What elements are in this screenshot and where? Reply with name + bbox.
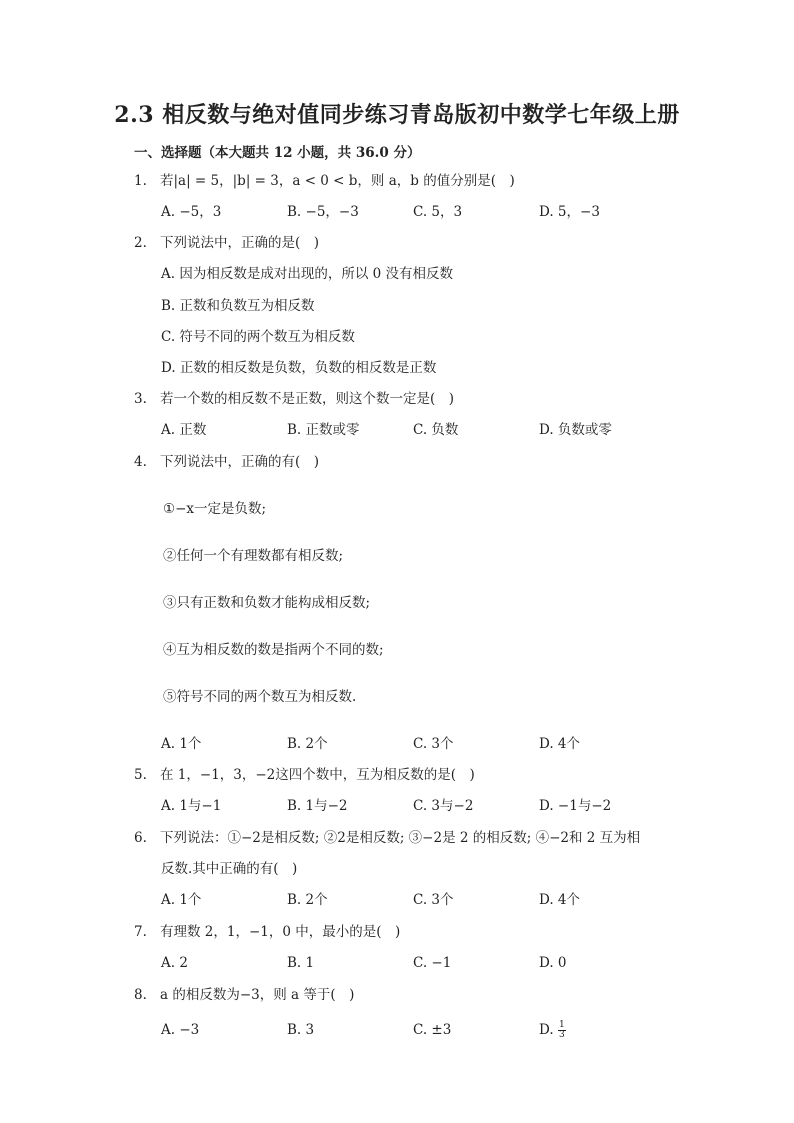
q2-option-d: D. 正数的相反数是负数，负数的相反数是正数 (161, 360, 437, 376)
q7-option-a: A. 2 (161, 955, 188, 971)
q2-option-c: C. 符号不同的两个数互为相反数 (161, 329, 355, 345)
q7-option-c: C. −1 (413, 955, 452, 971)
q4-statement-1: ①−x一定是负数; (163, 501, 267, 517)
fraction-denominator: 3 (558, 1030, 565, 1040)
question-text: 下列说法：①−2是相反数; ②2是相反数; ③−2是 2 的相反数; ④−2和 2 互为相 (160, 830, 641, 846)
q6-option-b: B. 2个 (287, 892, 328, 908)
q1-option-a: A. −5，3 (161, 204, 222, 220)
q8-option-b: B. 3 (287, 1022, 315, 1038)
q6-option-d: D. 4个 (539, 892, 581, 908)
question-number: 2. (134, 235, 147, 251)
q4-option-b: B. 2个 (287, 736, 328, 752)
q3-option-b: B. 正数或零 (287, 422, 360, 438)
q4-statement-5: ⑤符号不同的两个数互为相反数. (163, 689, 357, 705)
q3-option-a: A. 正数 (161, 422, 207, 438)
question-8 (134, 985, 354, 1005)
q2-option-b: B. 正数和负数互为相反数 (161, 298, 315, 314)
question-text: 有理数 2，1，−1，0 中，最小的是( ) (160, 924, 401, 940)
q6-option-c: C. 3个 (413, 892, 454, 908)
section-heading: 一、选择题（本大题共 12 小题，共 36.0 分） (134, 145, 421, 161)
question-6 (134, 828, 640, 848)
q4-statement-4: ④互为相反数的数是指两个不同的数; (163, 642, 384, 658)
q4-statement-3: ③只有正数和负数才能构成相反数; (163, 595, 371, 611)
fraction-numerator: 1 (558, 1020, 565, 1030)
question-4 (134, 452, 319, 472)
q7-option-d: D. 0 (539, 955, 567, 971)
question-number: 5. (134, 767, 147, 783)
q8-option-d (539, 1020, 566, 1040)
question-text: 下列说法中，正确的有( ) (160, 454, 320, 470)
question-2 (134, 233, 319, 253)
q1-option-d: D. 5，−3 (539, 204, 600, 220)
question-3 (134, 389, 454, 409)
q5-option-b: B. 1与−2 (287, 798, 348, 814)
question-text: 若|a| = 5，|b| = 3，a < 0 < b，则 a，b 的值分别是( ) (160, 173, 515, 189)
question-text: 在 1，−1，3，−2这四个数中，互为相反数的是( ) (160, 767, 475, 783)
q6-option-a: A. 1个 (161, 892, 202, 908)
q8-option-c: C. ±3 (413, 1022, 452, 1038)
q3-option-d: D. 负数或零 (539, 422, 612, 438)
question-number: 1. (134, 173, 147, 189)
q8-option-d-label: D. (539, 1022, 558, 1038)
q4-statement-2: ②任何一个有理数都有相反数; (163, 548, 344, 564)
q4-option-c: C. 3个 (413, 736, 454, 752)
question-number: 7. (134, 924, 147, 940)
fraction (558, 1021, 566, 1040)
question-text: 若一个数的相反数不是正数，则这个数一定是( ) (160, 391, 455, 407)
q5-option-d: D. −1与−2 (539, 798, 612, 814)
q4-option-d: D. 4个 (539, 736, 581, 752)
question-7 (134, 922, 400, 942)
q5-option-c: C. 3与−2 (413, 798, 474, 814)
q1-option-b: B. −5，−3 (287, 204, 359, 220)
question-1 (134, 171, 515, 191)
q3-option-c: C. 负数 (413, 422, 459, 438)
q2-option-a: A. 因为相反数是成对出现的，所以 0 没有相反数 (161, 266, 454, 282)
question-number: 3. (134, 391, 147, 407)
q1-option-c: C. 5，3 (413, 204, 463, 220)
q8-option-a: A. −3 (161, 1022, 200, 1038)
q4-option-a: A. 1个 (161, 736, 202, 752)
question-text: 下列说法中，正确的是( ) (160, 235, 320, 251)
question-5 (134, 765, 475, 785)
question-number: 4. (134, 454, 147, 470)
q7-option-b: B. 1 (287, 955, 315, 971)
question-6-continuation: 反数.其中正确的有( ) (161, 861, 298, 877)
question-number: 8. (134, 987, 147, 1003)
question-text: a 的相反数为−3，则 a 等于( ) (160, 987, 355, 1003)
q5-option-a: A. 1与−1 (161, 798, 222, 814)
page-title: 2.3 相反数与绝对值同步练习青岛版初中数学七年级上册 (114, 102, 680, 128)
question-number: 6. (134, 830, 147, 846)
